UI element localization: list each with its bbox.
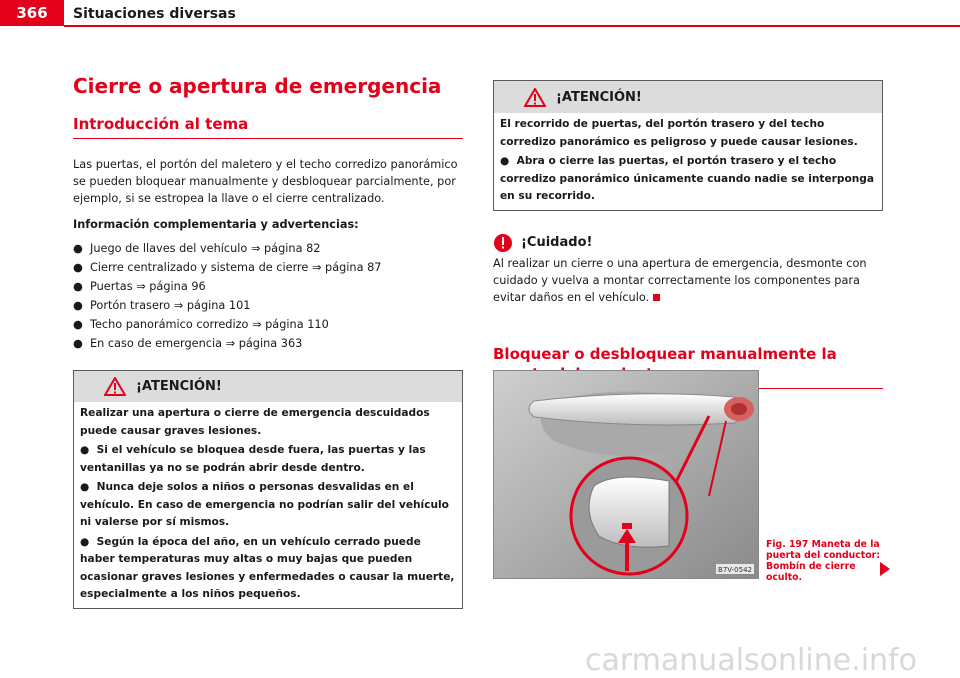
list-item[interactable]: ● Cierre centralizado y sistema de cierre ⇒ página 87	[73, 261, 382, 274]
caution-header	[493, 233, 883, 253]
caution-title: ¡Cuidado!	[521, 235, 593, 250]
list-item[interactable]: ● Puertas ⇒ página 96	[73, 280, 206, 293]
arrow-icon: ⇒	[252, 318, 262, 331]
section-title-intro: Introducción al tema	[73, 115, 249, 133]
header-rule	[64, 25, 960, 27]
warning-body	[494, 113, 882, 210]
left-column	[73, 74, 463, 609]
caution-text: Al realizar un cierre o una apertura de emergencia, desmonte con cuidado y vuelva a montar correctamente los componentes para evitar daños en el vehículo.	[493, 256, 867, 304]
list-item[interactable]: ● Portón trasero ⇒ página 101	[73, 299, 251, 312]
figure-door-handle	[493, 370, 759, 579]
list-item[interactable]: ● Techo panorámico corredizo ⇒ página 110	[73, 318, 329, 331]
caution-icon	[493, 233, 513, 253]
arrow-icon: ⇒	[250, 242, 261, 255]
warning-header	[494, 81, 882, 113]
warning-title: ¡ATENCIÓN!	[556, 89, 642, 105]
section-title-door: Bloquear o desbloquear manualmente la	[493, 344, 837, 363]
intro-paragraph: Las puertas, el portón del maletero y el techo corredizo panorámico se pueden bloquear manualmente y desbloquear parcialmente, por ejemplo, si se estropea la llave o el cierre centralizado.	[73, 158, 458, 205]
list-item[interactable]: ● En caso de emergencia ⇒ página 363	[73, 337, 303, 350]
warning-lead: El recorrido de puertas, del portón trasero y del techo corredizo panorámico es peligroso y puede causar lesiones.	[500, 118, 858, 148]
right-column	[493, 80, 883, 389]
warning-box	[73, 370, 463, 609]
arrow-icon: ⇒	[311, 261, 322, 274]
watermark: carmanualsonline.info	[585, 643, 917, 678]
warning-triangle-icon	[524, 88, 546, 107]
door-handle-illustration	[494, 371, 758, 578]
info-heading: Información complementaria y advertencias:	[73, 218, 359, 231]
figure-code: B7V-0542	[718, 566, 752, 574]
reference-list	[73, 239, 463, 353]
running-title: Situaciones diversas	[73, 6, 236, 22]
page-number: 366	[0, 0, 64, 26]
section-rule	[73, 138, 463, 139]
warning-item: ● Según la época del año, en un vehículo cerrado puede haber temperaturas muy altas o muy bajas que pueden ocasionar graves lesiones y enfermedades o causar la muerte, especialmente a los niños pequeños.	[80, 535, 455, 600]
arrow-icon: ⇒	[225, 337, 236, 350]
next-page-arrow-icon	[880, 562, 890, 576]
list-item[interactable]: ● Juego de llaves del vehículo ⇒ página 82	[73, 242, 321, 255]
warning-header	[74, 371, 462, 402]
warning-triangle-icon	[104, 377, 126, 396]
figure-caption: Fig. 197 Maneta de la puerta del conductor: Bombín de cierre oculto.	[766, 539, 880, 583]
warning-item: ● Si el vehículo se bloquea desde fuera, las puertas y las ventanillas ya no se podrán abrir desde dentro.	[80, 444, 426, 474]
arrow-icon: ⇒	[136, 280, 146, 293]
warning-body	[74, 402, 462, 608]
main-title: Cierre o apertura de emergencia	[73, 74, 442, 98]
warning-box	[493, 80, 883, 211]
warning-title: ¡ATENCIÓN!	[136, 379, 222, 394]
warning-item: ● Nunca deje solos a niños o personas desvalidas en el vehículo. En caso de emergencia no podrían salir del vehículo ni valerse por sí mismos.	[80, 481, 449, 528]
arrow-icon: ⇒	[173, 299, 184, 312]
warning-lead: Realizar una apertura o cierre de emergencia descuidados puede causar graves lesiones.	[80, 407, 430, 437]
warning-item: ● Abra o cierre las puertas, el portón trasero y el techo corredizo panorámico únicamente cuando nadie se interponga en su recorrido.	[500, 155, 875, 202]
end-marker-icon	[653, 294, 660, 301]
